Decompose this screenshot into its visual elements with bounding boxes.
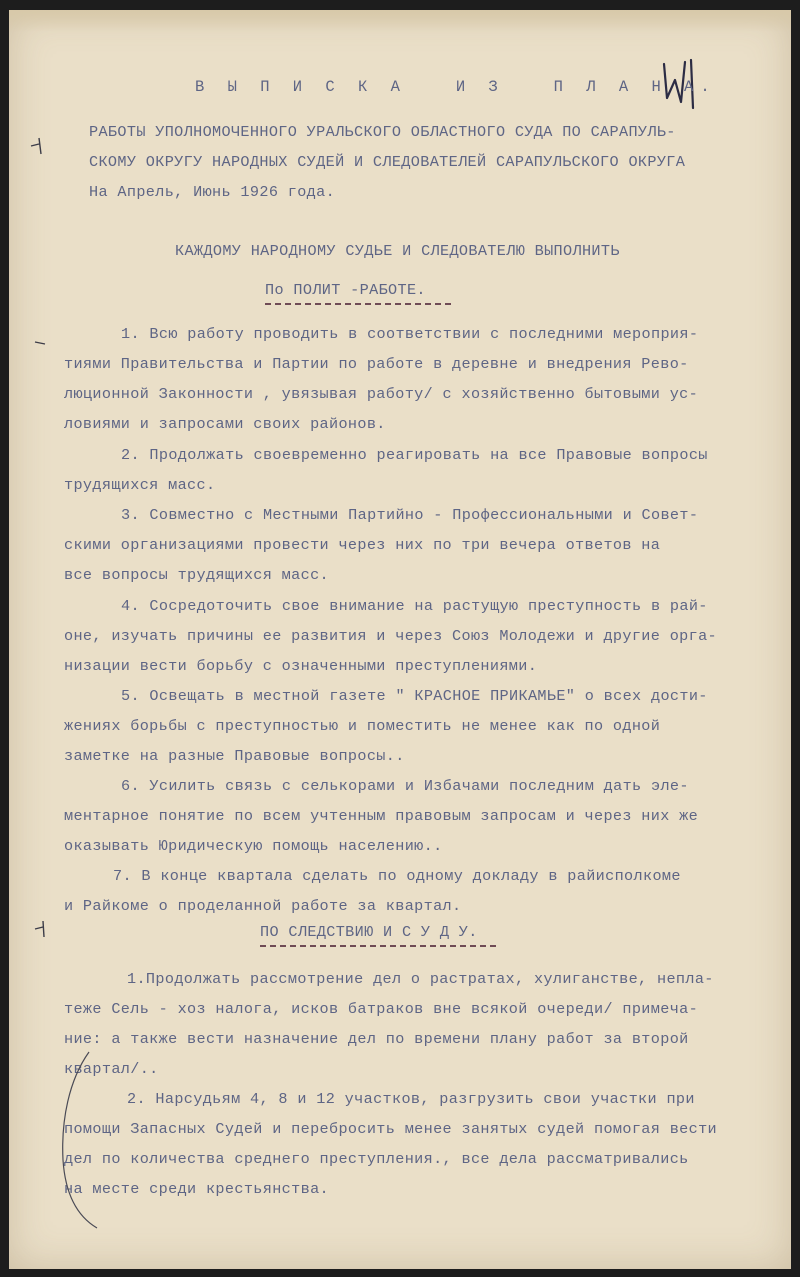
paragraph-line: ловиями и запросами своих районов. [64,415,386,433]
paragraph-line: жениях борьбы с преступностью и поместить не менее как по одной [64,717,661,735]
paragraph-line: ментарное понятие по всем учтенным правовым запросам и через них же [64,807,699,825]
paragraph-line: 1.Продолжать рассмотрение дел о растратах, хулиганстве, непла- [127,970,714,988]
paragraph-line: 6. Усилить связь с селькорами и Избачами последним дать эле- [121,777,689,795]
paragraph-line: ние: а также вести назначение дел по времени плану работ за второй [64,1030,689,1048]
paragraph-line: низации вести борьбу с означенными преступлениями. [64,657,538,675]
section-underline [265,303,451,305]
paragraph-line: теже Сель - хоз налога, исков батраков вне всякой очереди/ примеча- [64,1000,699,1018]
page-stain [9,10,791,32]
margin-tick-mark [29,915,59,945]
document-title: В Ы П И С К А И З П Л А Н А. [195,78,717,96]
paragraph-line: все вопросы трудящихся масс. [64,566,329,584]
document-subtitle: КАЖДОМУ НАРОДНОМУ СУДЬЕ И СЛЕДОВАТЕЛЮ ВЫПОЛНИТЬ [175,242,620,260]
margin-tick-mark [29,328,59,358]
section-title: ПО СЛЕДСТВИЮ И С У Д У. [260,923,478,941]
folio-text: 41 [661,58,663,59]
paragraph-line: 2. Нарсудьям 4, 8 и 12 участков, разгрузить свои участки при [127,1090,695,1108]
paragraph-line: заметке на разные Правовые вопросы.. [64,747,405,765]
paragraph-line: квартал/.. [64,1060,159,1078]
paragraph-line: скими организациями провести через них по три вечера ответов на [64,536,661,554]
margin-tick-mark [27,130,57,160]
paragraph-line: оне, изучать причины ее развития и через Союз Молодежи и другие орга- [64,627,718,645]
document-page [9,10,791,1269]
paragraph-line: помощи Запасных Судей и перебросить менее занятых судей помогая вести [64,1120,718,1138]
paragraph-line: тиями Правительства и Партии по работе в деревне и внедрения Рево- [64,355,689,373]
section-title: По ПОЛИТ -РАБОТЕ. [265,281,426,299]
paragraph-line: люционной Законности , увязывая работу/ с хозяйственно бытовыми ус- [64,385,699,403]
paragraph-line: трудящихся масс. [64,476,216,494]
paragraph-line: 3. Совместно с Местными Партийно - Профессиональными и Совет- [121,506,699,524]
paragraph-line: 2. Продолжать своевременно реагировать на все Правовые вопросы [121,446,708,464]
paragraph-line: 5. Освещать в местной газете " КРАСНОЕ ПРИКАМЬЕ" о всех дости- [121,687,708,705]
intro-line: На Апрель, Июнь 1926 года. [89,183,336,201]
paragraph-line: 4. Сосредоточить свое внимание на растущую преступность в рай- [121,597,708,615]
paragraph-line: оказывать Юридическую помощь населению.. [64,837,443,855]
paragraph-line: и Райкоме о проделанной работе за квартал. [64,897,462,915]
paragraph-line: на месте среди крестьянства. [64,1180,329,1198]
section-underline [260,945,496,947]
margin-pencil-curve [49,1050,109,1230]
paragraph-line: дел по количества среднего преступления., все дела рассматривались [64,1150,689,1168]
paragraph-line: 7. В конце квартала сделать по одному докладу в райисполкоме [113,867,681,885]
intro-line: РАБОТЫ УПОЛНОМОЧЕННОГО УРАЛЬСКОГО ОБЛАСТНОГО СУДА ПО САРАПУЛЬ- [89,123,676,141]
intro-line: СКОМУ ОКРУГУ НАРОДНЫХ СУДЕЙ И СЛЕДОВАТЕЛЕЙ САРАПУЛЬСКОГО ОКРУГА [89,153,686,171]
paragraph-line: 1. Всю работу проводить в соответствии с последними мероприя- [121,325,699,343]
